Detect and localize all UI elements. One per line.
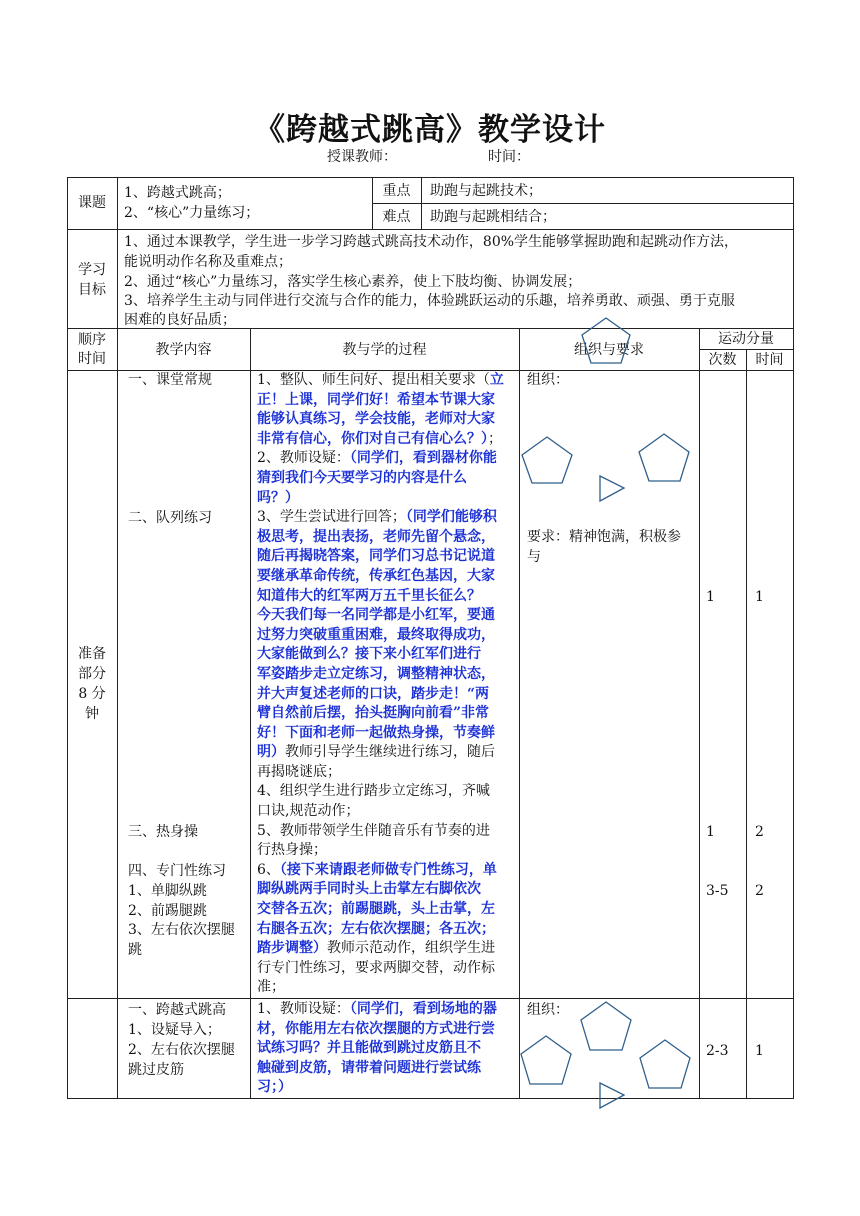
topic-label: 课题 bbox=[78, 195, 106, 211]
header-order: 顺序 bbox=[78, 332, 106, 348]
emphasized-text: 过努力突破重重困难，最终取得成功， bbox=[257, 626, 495, 643]
content-routine: 一、课堂常规 bbox=[128, 372, 212, 388]
pentagon-icon bbox=[581, 1002, 631, 1050]
emphasized-text: 臂自然前后摆，抬头挺胸向前看”非常 bbox=[257, 705, 490, 722]
content-warmup: 三、热身操 bbox=[128, 824, 198, 840]
process-text: 6、 bbox=[257, 861, 280, 878]
process-text: 教师引导学生继续进行练习，随后 bbox=[285, 744, 495, 761]
process-text: 3、学生尝试进行回答； bbox=[257, 509, 406, 526]
emphasized-text: 好！下面和老师一起做热身操，节奏鲜 bbox=[257, 724, 495, 741]
basic-organization-label: 组织： bbox=[527, 1002, 569, 1018]
basic-count: 2-3 bbox=[706, 1043, 729, 1059]
prep-time-3: 2 bbox=[755, 883, 764, 899]
page-title: 《跨越式跳高》教学设计 bbox=[254, 112, 606, 148]
emphasized-text: 踏步调整） bbox=[257, 940, 327, 957]
process-text: 1、教师设疑： bbox=[257, 1001, 350, 1017]
header-organization: 组织与要求 bbox=[574, 342, 644, 358]
emphasized-text: 材，你能用左右依次摆腿的方式进行尝 bbox=[257, 1020, 495, 1037]
process-text: 准； bbox=[257, 979, 285, 996]
process-text: 再揭晓谜底； bbox=[257, 763, 341, 780]
triangle-icon bbox=[600, 1083, 624, 1108]
basic-content-1: 一、跨越式跳高 bbox=[128, 1002, 226, 1018]
pentagon-icon bbox=[639, 434, 689, 481]
process-text: 行专门性练习，要求两脚交替，动作标 bbox=[257, 959, 495, 976]
pentagon-icon bbox=[522, 437, 572, 483]
prep-count-3: 3-5 bbox=[706, 883, 729, 899]
process-text: 教师示范动作，组织学生进 bbox=[327, 940, 495, 957]
prep-requirement-1: 要求：精神饱满，积极参 bbox=[527, 529, 681, 545]
emphasized-text: 吗？） bbox=[257, 489, 299, 506]
emphasized-text: 要继承革命传统，传承红色基因，大家 bbox=[257, 567, 495, 584]
prep-label-2: 部分 bbox=[78, 666, 106, 682]
emphasized-text: 极思考，提出表扬，老师先留个悬念， bbox=[257, 528, 495, 545]
prep-time-1: 1 bbox=[755, 589, 764, 605]
topic-line-2: 2、“核心”力量练习； bbox=[124, 205, 260, 221]
prep-label-4: 钟 bbox=[85, 706, 99, 722]
objective-line-4: 3、培养学生主动与同伴进行交流与合作的能力，体验跳跃运动的乐趣，培养勇敢、顽强、勇于克服 bbox=[124, 293, 735, 309]
emphasized-text: 非常有信心，你们对自己有信心么？） bbox=[257, 430, 488, 447]
emphasized-text: 触碰到皮筋，请带着问题进行尝试练 bbox=[257, 1059, 481, 1076]
prep-label-3: 8 分 bbox=[78, 686, 106, 702]
emphasized-text: （接下来请跟老师做专门性练习，单 bbox=[279, 861, 497, 878]
emphasized-text: 习；） bbox=[257, 1079, 292, 1096]
emphasized-text: 试练习吗？并且能做到跳过皮筋且不 bbox=[257, 1040, 481, 1057]
content-special-3b: 跳 bbox=[128, 942, 142, 958]
emphasized-text: 右腿各五次；左右依次摆腿；各五次； bbox=[257, 920, 495, 937]
process-text: 5、教师带领学生伴随音乐有节奏的进 bbox=[257, 822, 490, 839]
basic-content-3: 2、左右依次摆腿 bbox=[128, 1042, 235, 1058]
objective-line-5: 困难的良好品质； bbox=[124, 312, 236, 328]
prep-organization-label: 组织： bbox=[527, 372, 569, 388]
process-text: ； bbox=[488, 430, 502, 447]
header-process: 教与学的过程 bbox=[342, 342, 427, 358]
emphasized-text: 能够认真练习，学会技能，老师对大家 bbox=[257, 411, 495, 428]
emphasized-text: 交替各五次；前踢腿跳，头上击掌，左 bbox=[257, 901, 495, 918]
basic-time: 1 bbox=[755, 1043, 764, 1059]
pentagon-icon bbox=[640, 1040, 690, 1088]
triangle-icon bbox=[600, 476, 624, 501]
prep-requirement-2: 与 bbox=[527, 549, 541, 565]
header-count: 次数 bbox=[708, 352, 737, 368]
objectives-label-1: 学习 bbox=[78, 262, 106, 278]
emphasized-text: 猜到我们今天要学习的内容是什么 bbox=[257, 469, 467, 486]
prep-label-1: 准备 bbox=[78, 646, 106, 662]
prep-count-1: 1 bbox=[706, 589, 715, 605]
content-special: 四、专门性练习 bbox=[128, 863, 226, 879]
content-special-1: 1、单脚纵跳 bbox=[128, 883, 207, 899]
pentagon-icon bbox=[521, 1036, 571, 1084]
content-special-2: 2、前踢腿跳 bbox=[128, 903, 207, 919]
difficulty-value: 助跑与起跳相结合； bbox=[430, 209, 556, 225]
key-label: 重点 bbox=[382, 183, 411, 199]
emphasized-text: 知道伟大的红军两万五千里长征么？ bbox=[257, 587, 481, 604]
prep-count-2: 1 bbox=[706, 824, 715, 840]
emphasized-text: 大家能做到么？接下来小红军们进行 bbox=[257, 646, 481, 663]
process-text: 1、整队、师生问好、提出相关要求（ bbox=[257, 372, 490, 388]
objective-line-2: 能说明动作名称及重难点； bbox=[124, 254, 292, 270]
emphasized-text: 脚纵跳两手同时头上击掌左右脚依次 bbox=[257, 881, 481, 898]
key-value: 助跑与起跳技术； bbox=[430, 183, 542, 199]
basic-content-4: 跳过皮筋 bbox=[128, 1062, 184, 1078]
process-text: 行热身操； bbox=[257, 842, 327, 859]
emphasized-text: 并大声复述老师的口诀，踏步走！“两 bbox=[257, 685, 490, 702]
basic-content-2: 1、设疑导入； bbox=[128, 1022, 221, 1038]
objective-line-1: 1、通过本课教学，学生进一步学习跨越式跳高技术动作，80%学生能够掌握助跑和起跳动作方法， bbox=[124, 234, 739, 250]
process-text: 2、教师设疑： bbox=[257, 450, 350, 467]
content-drill: 二、队列练习 bbox=[128, 510, 212, 526]
process-text: 4、组织学生进行踏步立定练习，齐喊 bbox=[257, 783, 490, 800]
header-load: 运动分量 bbox=[718, 331, 774, 347]
time-label: 时间： bbox=[488, 149, 530, 165]
emphasized-text: 今天我们每一名同学都是小红军，要通 bbox=[257, 607, 495, 624]
pentagon-icon bbox=[582, 318, 630, 363]
topic-line-1: 1、跨越式跳高； bbox=[124, 185, 231, 201]
header-order-time: 时间 bbox=[78, 351, 106, 367]
difficulty-label: 难点 bbox=[382, 209, 411, 225]
process-text: 口诀,规范动作； bbox=[257, 803, 360, 820]
emphasized-text: 明） bbox=[257, 744, 285, 761]
emphasized-text: 正！上课，同学们好！希望本节课大家 bbox=[257, 391, 495, 408]
emphasized-text: （同学们，看到场地的器 bbox=[349, 1001, 497, 1017]
objectives-label-2: 目标 bbox=[78, 282, 106, 298]
content-special-3: 3、左右依次摆腿 bbox=[128, 922, 235, 938]
emphasized-text: 随后再揭晓答案，同学们习总书记说道 bbox=[257, 548, 495, 565]
emphasized-text: 立 bbox=[489, 372, 504, 388]
emphasized-text: （同学们，看到器材你能 bbox=[349, 450, 497, 467]
prep-time-2: 2 bbox=[755, 824, 764, 840]
emphasized-text: 军姿踏步走立定练习，调整精神状态， bbox=[257, 665, 495, 682]
emphasized-text: （同学们能够积 bbox=[405, 509, 497, 526]
header-content: 教学内容 bbox=[155, 342, 212, 358]
header-time: 时间 bbox=[755, 352, 784, 368]
objective-line-3: 2、通过“核心”力量练习，落实学生核心素养，使上下肢均衡、协调发展； bbox=[124, 274, 582, 290]
teacher-label: 授课教师： bbox=[327, 149, 397, 165]
